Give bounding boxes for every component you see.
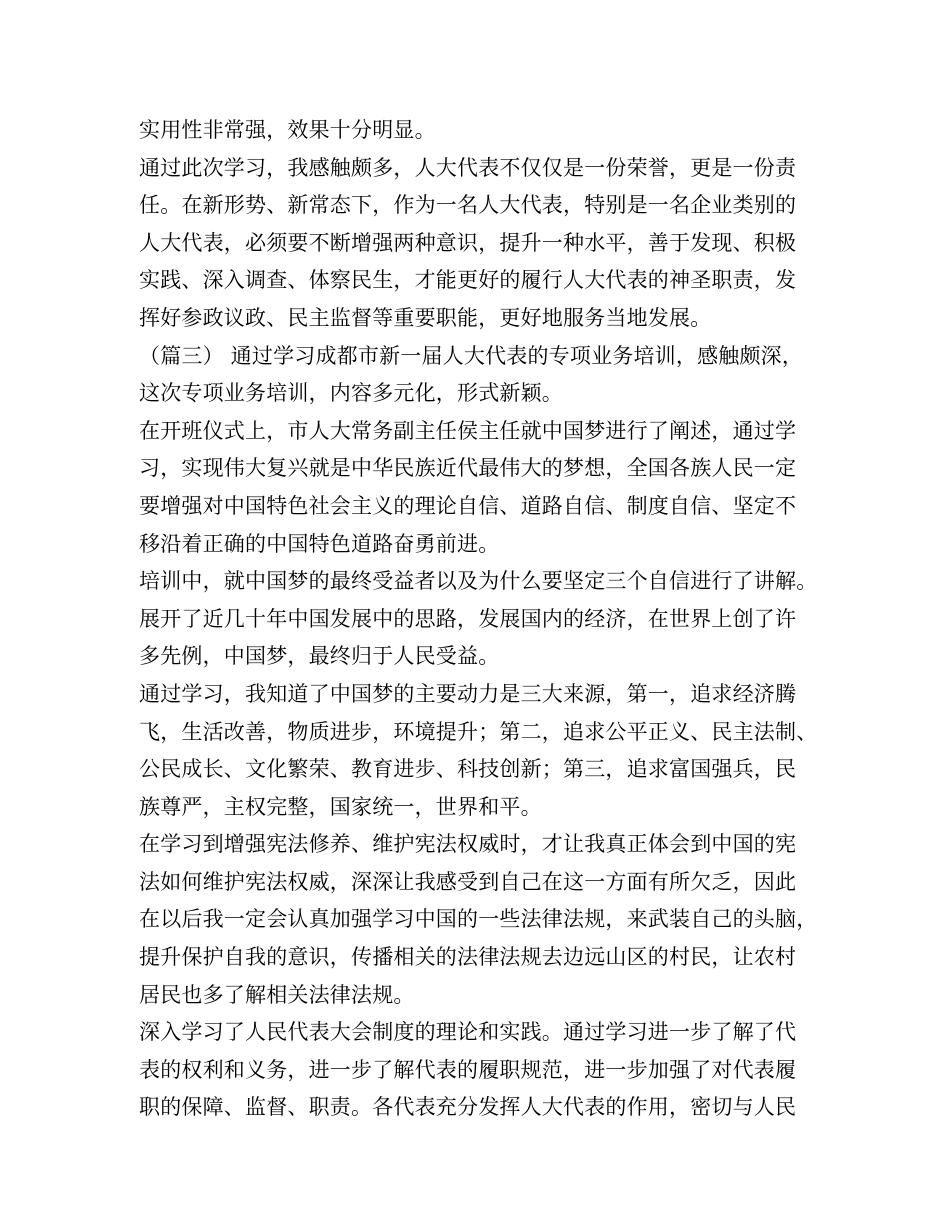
- text-line: 展开了近几十年中国发展中的思路，发展国内的经济，在世界上创了许: [139, 606, 797, 631]
- text-line: 职的保障、监督、职责。各代表充分发挥人大代表的作用，密切与人民: [139, 1095, 797, 1120]
- text-line: （篇三） 通过学习成都市新一届人大代表的专项业务培训，感触颇深，: [139, 343, 804, 368]
- text-line: 挥好参政议政、民主监督等重要职能，更好地服务当地发展。: [139, 305, 712, 330]
- text-line: 深入学习了人民代表大会制度的理论和实践。通过学习进一步了解了代: [139, 1020, 797, 1045]
- text-line: 公民成长、文化繁荣、教育进步、科技创新；第三，追求富国强兵，民: [139, 757, 797, 782]
- text-line: 居民也多了解相关法律法规。: [139, 982, 415, 1007]
- text-line: 飞，生活改善，物质进步，环境提升；第二，追求公平正义、民主法制、: [139, 719, 818, 744]
- text-line: 表的权利和义务，进一步了解代表的履职规范，进一步加强了对代表履: [139, 1057, 797, 1082]
- text-line: 人大代表，必须要不断增强两种意识，提升一种水平，善于发现、积极: [139, 230, 797, 255]
- text-line: 在开班仪式上，市人大常务副主任侯主任就中国梦进行了阐述，通过学: [139, 418, 797, 443]
- text-line: 在学习到增强宪法修养、维护宪法权威时，才让我真正体会到中国的宪: [139, 832, 797, 857]
- document-body: [139, 112, 829, 1127]
- text-line: 通过学习，我知道了中国梦的主要动力是三大来源，第一，追求经济腾: [139, 681, 797, 706]
- text-line: 移沿着正确的中国特色道路奋勇前进。: [139, 531, 500, 556]
- text-line: 在以后我一定会认真加强学习中国的一些法律法规，来武装自己的头脑，: [139, 907, 818, 932]
- text-line: 这次专项业务培训，内容多元化，形式新颖。: [139, 381, 563, 406]
- text-line: 任。在新形势、新常态下，作为一名人大代表，特别是一名企业类别的: [139, 193, 797, 218]
- text-line: 习，实现伟大复兴就是中华民族近代最伟大的梦想，全国各族人民一定: [139, 456, 797, 481]
- text-line: 培训中，就中国梦的最终受益者以及为什么要坚定三个自信进行了讲解。: [139, 569, 818, 594]
- text-line: 通过此次学习，我感触颇多，人大代表不仅仅是一份荣誉，更是一份责: [139, 155, 797, 180]
- text-line: 实践、深入调查、体察民生，才能更好的履行人大代表的神圣职责，发: [139, 268, 797, 293]
- text-line: 多先例，中国梦，最终归于人民受益。: [139, 644, 500, 669]
- text-line: 要增强对中国特色社会主义的理论自信、道路自信、制度自信、坚定不: [139, 493, 797, 518]
- text-line: 族尊严，主权完整，国家统一，世界和平。: [139, 794, 542, 819]
- text-line: 实用性非常强，效果十分明显。: [139, 118, 436, 142]
- text-line: 提升保护自我的意识，传播相关的法律法规去边远山区的村民，让农村: [139, 945, 797, 970]
- text-line: 法如何维护宪法权威，深深让我感受到自己在这一方面有所欠乏，因此: [139, 869, 797, 894]
